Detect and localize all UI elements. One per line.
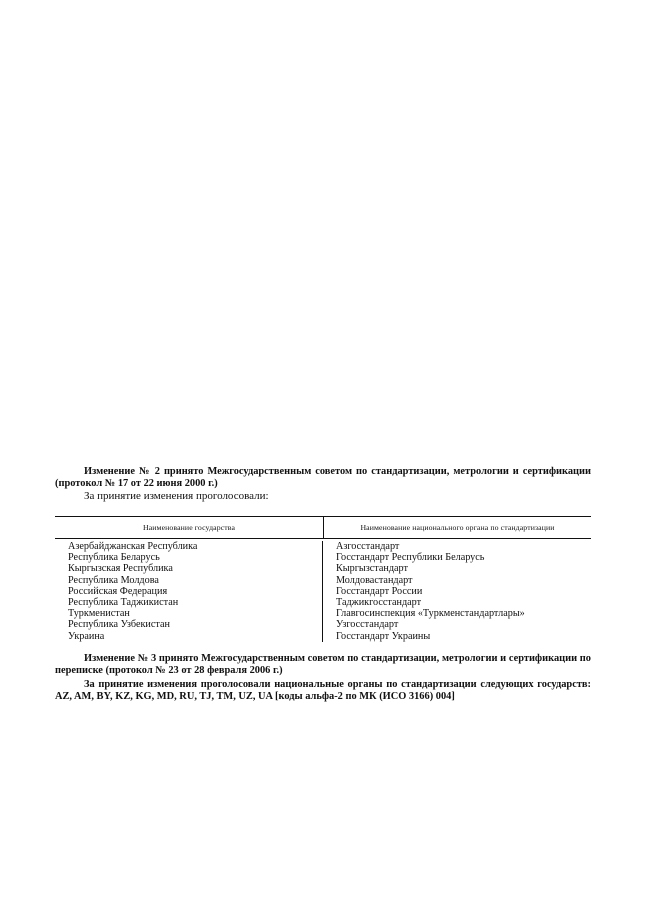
national-body-cell: Госстандарт Республики Беларусь: [336, 552, 485, 564]
header-state: Наименование государства: [55, 517, 324, 538]
state-cell: Туркменистан: [68, 608, 130, 620]
national-body-cell: Кыргызстандарт: [336, 563, 408, 575]
national-body-cell: Главгосинспекция «Туркменстандартлары»: [336, 608, 525, 620]
table-header: [55, 517, 591, 539]
state-cell: Республика Узбекистан: [68, 619, 170, 631]
state-cell: Украина: [68, 630, 105, 642]
state-cell: Республика Таджикистан: [68, 596, 179, 608]
national-body-cell: Азгосстандарт: [336, 541, 400, 552]
state-column: [55, 541, 323, 642]
amendment-2-vote-line: За принятие изменения проголосовали:: [84, 490, 269, 502]
national-body-cell: Узгосстандарт: [336, 619, 399, 631]
state-cell: Кыргызская Республика: [68, 563, 173, 575]
state-cell: Республика Беларусь: [68, 552, 160, 564]
state-cell: Российская Федерация: [68, 585, 168, 597]
table-body: [55, 539, 591, 642]
amendment-3-vote-line: За принятие изменения проголосовали национальные органы по стандартизации следующих государств: AZ, AM, BY, KZ, KG, MD, RU, TJ, TM, UZ, UA [коды альфа-2 по МК (ИСО 3166) 004]: [55, 679, 591, 702]
national-body-cell: Госстандарт России: [336, 585, 423, 597]
state-cell: Республика Молдова: [68, 574, 159, 586]
state-cell: Азербайджанская Республика: [68, 541, 198, 552]
national-body-cell: Таджикгосстандарт: [336, 596, 422, 608]
national-body-column: [323, 541, 591, 642]
national-body-cell: Госстандарт Украины: [336, 630, 431, 642]
header-national-body: Наименование национального органа по стандартизации: [360, 523, 555, 532]
voting-table: [55, 516, 591, 642]
amendment-2-heading: Изменение № 2 принято Межгосударственным советом по стандартизации, метрологии и сертификации (протокол № 17 от 22 июня 2000 г.): [55, 466, 591, 489]
amendment-3-heading: Изменение № 3 принято Межгосударственным советом по стандартизации, метрологии и сертификации по переписке (протокол № 23 от 28 февраля 2006 г.): [55, 653, 591, 676]
national-body-cell: Молдовастандарт: [336, 574, 413, 586]
